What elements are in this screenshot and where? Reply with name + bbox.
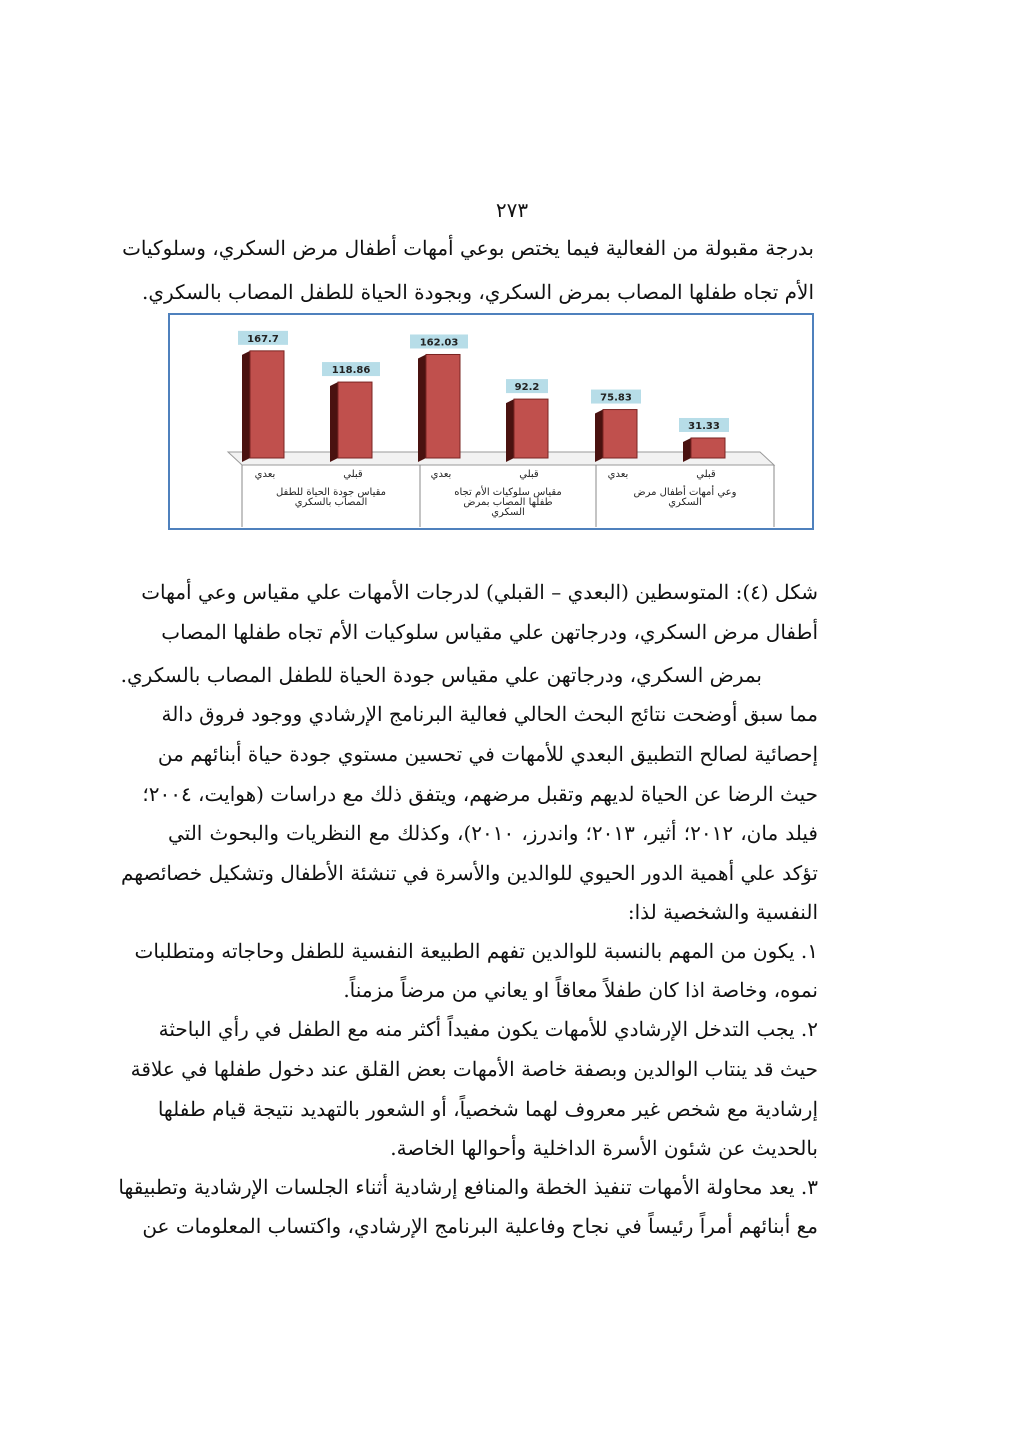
figure-caption-line-1: شكل (٤): المتوسطين (البعدي – القبلي) لدرجات الأمهات علي مقياس وعي أمهات bbox=[141, 580, 818, 604]
bar-side-1-1 bbox=[506, 399, 514, 462]
category-label-2-1: قبلي bbox=[696, 469, 716, 480]
group-label-0-0: مقياس جودة الحياة للطفل bbox=[275, 487, 387, 498]
data-label-2-1: 31.33 bbox=[688, 420, 720, 432]
intro-line-1: بدرجة مقبولة من الفعالية فيما يختص بوعي أمهات أطفال مرض السكري، وسلوكيات bbox=[122, 236, 814, 260]
group-label-1-1: طفلها المصاب بمرض bbox=[463, 497, 553, 508]
data-label-0-1: 118.86 bbox=[331, 365, 371, 377]
group-label-0-1: المصاب بالسكري bbox=[294, 497, 368, 508]
category-label-1-0: بعدي bbox=[430, 469, 452, 480]
body-line-9: ٢. يجب التدخل الإرشادي للأمهات يكون مفيداً أكثر منه مع الطفل في رأي الباحثة bbox=[158, 1017, 818, 1041]
bar-2-1 bbox=[691, 438, 725, 458]
bar-side-2-1 bbox=[683, 438, 691, 462]
group-label-2-0: وعي أمهات أطفال مرض bbox=[633, 487, 737, 498]
group-label-2-1: السكري bbox=[668, 497, 702, 508]
body-line-12: بالحديث عن شئون الأسرة الداخلية وأحوالها الخاصة. bbox=[390, 1136, 818, 1160]
body-line-2: إحصائية لصالح التطبيق البعدي للأمهات في تحسين مستوي جودة حياة أبنائهم من bbox=[157, 742, 818, 766]
bar-2-0 bbox=[603, 410, 637, 458]
bar-chart bbox=[168, 313, 814, 530]
bar-side-1-0 bbox=[418, 354, 426, 462]
bar-0-1 bbox=[338, 382, 372, 458]
body-line-3: حيث الرضا عن الحياة لديهم وتقبل مرضهم، ويتفق ذلك مع دراسات (هوايت، ٢٠٠٤؛ bbox=[142, 782, 818, 806]
page-number: ٢٧٣ bbox=[495, 198, 529, 222]
bar-side-2-0 bbox=[595, 410, 603, 462]
bar-side-0-0 bbox=[242, 351, 250, 462]
body-line-13: ٣. يعد محاولة الأمهات تنفيذ الخطة والمنافع إرشادية أثناء الجلسات الإرشادية وتطبيقها bbox=[118, 1175, 818, 1199]
body-line-10: حيث قد ينتاب الوالدين وبصفة خاصة الأمهات بعض القلق عند دخول طفلها في علاقة bbox=[130, 1057, 818, 1081]
category-label-0-0: بعدي bbox=[254, 469, 276, 480]
intro-line-2: الأم تجاه طفلها المصاب بمرض السكري، وبجودة الحياة للطفل المصاب بالسكري. bbox=[141, 280, 814, 304]
body-line-4: فيلد مان، ٢٠١٢؛ أثير، ٢٠١٣؛ واندرز، ٢٠١٠)، وكذلك مع النظريات والبحوث التي bbox=[168, 821, 818, 845]
body-line-6: النفسية والشخصية لذا: bbox=[627, 900, 818, 924]
data-label-1-1: 92.2 bbox=[514, 382, 540, 394]
category-label-2-0: بعدي bbox=[607, 469, 629, 480]
figure-caption-line-2: أطفال مرض السكري، ودرجاتهن علي مقياس سلوكيات الأم تجاه طفلها المصاب bbox=[161, 620, 818, 644]
body-line-14: مع أبنائهم أمراً رئيساً في نجاح وفاعلية البرنامج الإرشادي، واكتساب المعلومات عن bbox=[142, 1214, 818, 1238]
bar-0-0 bbox=[250, 351, 284, 458]
data-label-1-0: 162.03 bbox=[419, 337, 459, 349]
body-line-11: إرشادية مع شخص غير معروف لهما شخصياً، أو الشعور بالتهديد نتيجة قيام طفلها bbox=[157, 1097, 818, 1121]
category-label-1-1: قبلي bbox=[519, 469, 539, 480]
figure-caption-line-3: بمرض السكري، ودرجاتهن علي مقياس جودة الحياة للطفل المصاب بالسكري. bbox=[120, 663, 762, 687]
body-line-7: ١. يكون من المهم بالنسبة للوالدين تفهم الطبيعة النفسية للطفل وحاجاته ومتطلبات bbox=[134, 939, 818, 963]
group-label-1-2: السكري bbox=[491, 507, 525, 518]
group-label-1-0: مقياس سلوكيات الأم تجاه bbox=[454, 487, 562, 498]
body-line-5: تؤكد علي أهمية الدور الحيوي للوالدين والأسرة في تنشئة الأطفال وتشكيل خصائصهم bbox=[120, 861, 818, 885]
data-label-2-0: 75.83 bbox=[600, 392, 632, 404]
bar-1-1 bbox=[514, 399, 548, 458]
data-label-0-0: 167.7 bbox=[247, 333, 279, 345]
body-line-1: مما سبق أوضحت نتائج البحث الحالي فعالية البرنامج الإرشادي ووجود فروق دالة bbox=[161, 702, 818, 726]
body-line-8: نموه، وخاصة اذا كان طفلاً معاقاً او يعاني من مرضاً مزمناً. bbox=[343, 978, 818, 1002]
bar-side-0-1 bbox=[330, 382, 338, 462]
bar-1-0 bbox=[426, 354, 460, 458]
category-label-0-1: قبلي bbox=[343, 469, 363, 480]
